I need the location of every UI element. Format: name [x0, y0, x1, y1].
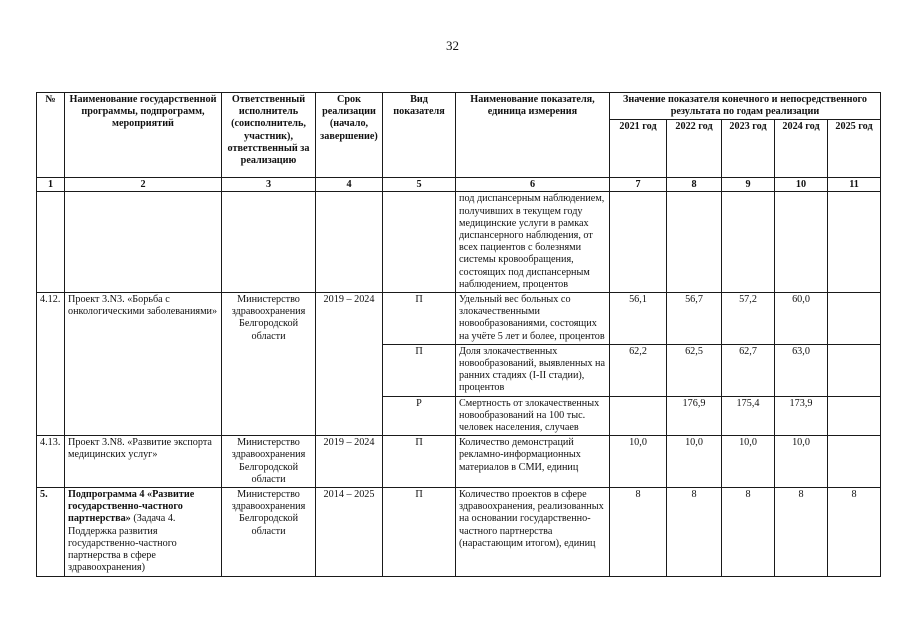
- header-year: 2024 год: [775, 120, 828, 178]
- value-2022: 8: [667, 488, 722, 576]
- column-number: 7: [610, 178, 667, 192]
- table-row: [37, 488, 881, 576]
- column-number: 1: [37, 178, 65, 192]
- table-row: [37, 192, 881, 293]
- indicator-name: Смертность от злокачественных новообразований на 100 тыс. человек населения, случаев: [456, 396, 610, 436]
- responsible: Министерство здравоохранения Белгородской области: [222, 488, 316, 576]
- indicator-name: Доля злокачественных новообразований, выявленных на ранних стадиях (I-II стадии), процентов: [456, 344, 610, 396]
- value-2022: 56,7: [667, 293, 722, 345]
- value-2023: 8: [722, 488, 775, 576]
- value-2025: [828, 436, 881, 488]
- indicator-name: Количество проектов в сфере здравоохранения, реализованных на основании государственно-частного партнерства (нарастающим итогом), единиц: [456, 488, 610, 576]
- term: 2014 – 2025: [316, 488, 383, 576]
- indicator-name: Количество демонстраций рекламно-информационных материалов в СМИ, единиц: [456, 436, 610, 488]
- header-year: 2023 год: [722, 120, 775, 178]
- measure-name: [65, 488, 222, 576]
- column-number: 2: [65, 178, 222, 192]
- value-2022: 176,9: [667, 396, 722, 436]
- value-2024: 10,0: [775, 436, 828, 488]
- column-number: 5: [383, 178, 456, 192]
- value-2024: 173,9: [775, 396, 828, 436]
- table-row: [37, 436, 881, 488]
- value-2025: [828, 293, 881, 345]
- row-number: 4.12.: [37, 293, 65, 436]
- value-2023: 57,2: [722, 293, 775, 345]
- header-type: Вид показателя: [383, 93, 456, 178]
- value-2025: [828, 396, 881, 436]
- value-2021: 10,0: [610, 436, 667, 488]
- header-indicator: Наименование показателя, единица измерения: [456, 93, 610, 178]
- header-no: №: [37, 93, 65, 178]
- value-2022: 10,0: [667, 436, 722, 488]
- header-row: [37, 93, 881, 120]
- page-number: 32: [446, 38, 459, 53]
- header-values-group: Значение показателя конечного и непосредственного результата по годам реализации: [610, 93, 881, 120]
- value-2025: 8: [828, 488, 881, 576]
- column-number: 11: [828, 178, 881, 192]
- indicator-type: П: [383, 344, 456, 396]
- measure-name: Проект 3.N8. «Развитие экспорта медицинских услуг»: [65, 436, 222, 488]
- value-2023: 175,4: [722, 396, 775, 436]
- header-responsible: Ответственный исполнитель (соисполнитель, участник), ответственный за реализацию: [222, 93, 316, 178]
- indicator-name: Удельный вес больных со злокачественными новообразованиями, состоящих на учёте 5 лет и более, процентов: [456, 293, 610, 345]
- header-year: 2021 год: [610, 120, 667, 178]
- header-term: Срок реализации (начало, завершение): [316, 93, 383, 178]
- column-number: 6: [456, 178, 610, 192]
- table-row: [37, 293, 881, 345]
- responsible: Министерство здравоохранения Белгородской области: [222, 293, 316, 436]
- value-2021: 56,1: [610, 293, 667, 345]
- indicator-name: под диспансерным наблюдением, получивших в текущем году медицинские услуги в рамках диспансерного наблюдения, от всех пациентов с болезнями системы кровообращения, состоящих под диспансерным наблюдением, процентов: [456, 192, 610, 293]
- column-numbers-row: [37, 178, 881, 192]
- value-2024: 60,0: [775, 293, 828, 345]
- term: 2019 – 2024: [316, 293, 383, 436]
- header-year: 2022 год: [667, 120, 722, 178]
- column-number: 3: [222, 178, 316, 192]
- indicator-type: П: [383, 436, 456, 488]
- value-2024: 8: [775, 488, 828, 576]
- value-2024: 63,0: [775, 344, 828, 396]
- row-number: 5.: [37, 488, 65, 576]
- term: 2019 – 2024: [316, 436, 383, 488]
- value-2023: 10,0: [722, 436, 775, 488]
- measure-name: Проект 3.N3. «Борьба с онкологическими заболеваниями»: [65, 293, 222, 436]
- indicator-type: П: [383, 293, 456, 345]
- responsible: Министерство здравоохранения Белгородской области: [222, 436, 316, 488]
- value-2021: [610, 396, 667, 436]
- value-2023: 62,7: [722, 344, 775, 396]
- header-year: 2025 год: [828, 120, 881, 178]
- value-2025: [828, 344, 881, 396]
- subprogram-title: Подпрограмма 4 «Развитие государственно-частного партнерства»: [68, 489, 195, 525]
- column-number: 8: [667, 178, 722, 192]
- value-2021: 8: [610, 488, 667, 576]
- indicator-type: П: [383, 488, 456, 576]
- column-number: 4: [316, 178, 383, 192]
- column-number: 10: [775, 178, 828, 192]
- row-number: 4.13.: [37, 436, 65, 488]
- value-2022: 62,5: [667, 344, 722, 396]
- subprogram-task: (Задача 4. Поддержка развития государственно-частного партнерства в сфере здравоохранения): [68, 513, 177, 574]
- program-table: [36, 92, 881, 577]
- indicator-type: Р: [383, 396, 456, 436]
- column-number: 9: [722, 178, 775, 192]
- header-name: Наименование государственной программы, подпрограмм, мероприятий: [65, 93, 222, 178]
- value-2021: 62,2: [610, 344, 667, 396]
